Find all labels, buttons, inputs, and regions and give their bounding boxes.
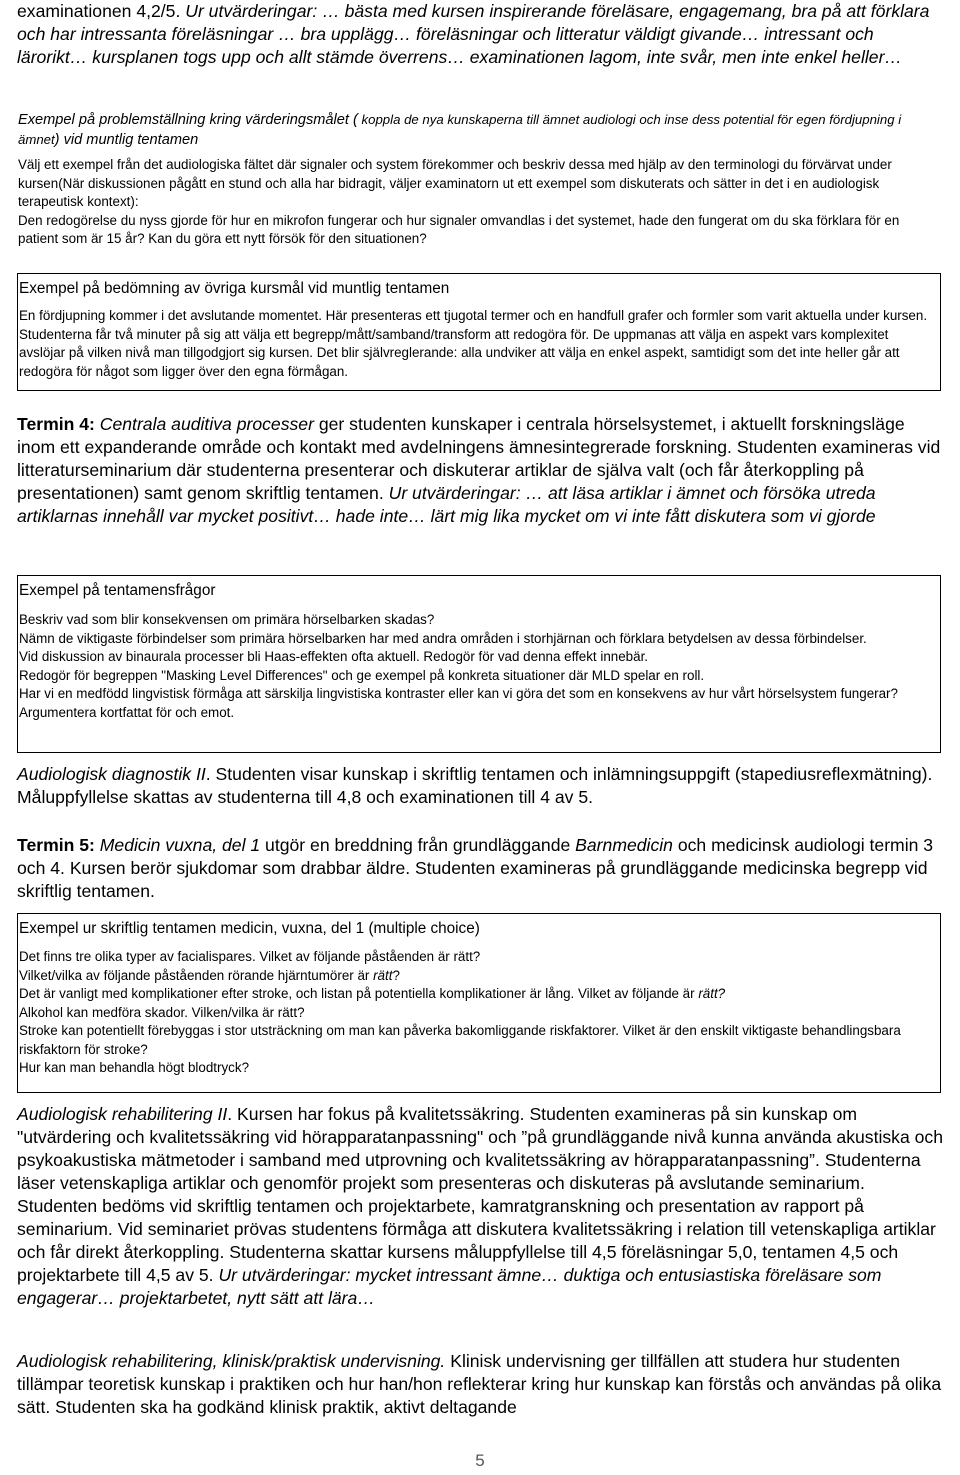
- termin4-course: Centrala auditiva processer: [99, 414, 314, 434]
- rehab2-text: . Kursen har fokus på kvalitetssäkring. Studenten examineras på sin kunskap om "utvärdering och kvalitetssäkring vid hörapparatanpassning" och ”på grundläggande nivå kunna använda akustiska och psykoakustiska mätmetoder i samband med utprovning och kvalitetssäkring av hörapparatanpassning”. Studenterna läser vetenskapliga artiklar och genomför projekt som presenteras och diskuteras på avslutande seminarium. Studenten bedöms vid skriftlig tentamen och projektarbete, kamratgranskning och presentation av rapport på seminarium. Vid seminariet prövas studentens förmåga att diskutera kvalitetssäkring i relation till vetenskapliga artiklar och får direkt återkoppling. Studenterna skattar kursens måluppfyllelse till 4,5 föreläsningar 5,0, tentamen 4,5 och projektarbete till 4,5 av 5.: [17, 1104, 944, 1285]
- box4-line-2-a: Vilket/vilka av följande påståenden rörande hjärntumörer är: [19, 967, 374, 983]
- box3-line-4: Redogör för begreppen "Masking Level Differences" och ge exempel på konkreta situationer där MLD spelar en roll.: [19, 667, 705, 683]
- box1-heading-c: ) vid muntlig tentamen: [54, 132, 199, 148]
- diagnostics-course: Audiologisk diagnostik II: [17, 764, 206, 784]
- termin5-course: Medicin vuxna, del 1: [99, 835, 261, 855]
- diagnostics-paragraph: [17, 763, 943, 809]
- box4-line-5: Stroke kan potentiellt förebyggas i stor utsträckning om man kan påverka bakomliggande riskfaktorer. Vilket är den enskilt viktigaste behandlingsbara riskfaktorn för stroke?: [19, 1023, 901, 1057]
- termin4-evaluation-quote: Ur utvärderingar: … att läsa artiklar i ämnet och försöka utreda artiklarnas innehåll var mycket positivt… hade inte… lärt mig lika mycket om vi inte fått diskutera som vi gjorde: [17, 483, 876, 526]
- box1-instruction-a: Välj ett exempel från det audiologiska fältet där signaler och system förekommer och beskriv dessa med hjälp av den terminologi du förvärvat under kursen: [18, 157, 892, 191]
- box2-heading: Exempel på bedömning av övriga kursmål vid muntlig tentamen: [19, 280, 450, 297]
- page-number: 5: [475, 1451, 485, 1470]
- rehab-clinical-course: Audiologisk rehabilitering, klinisk/praktisk undervisning.: [17, 1351, 446, 1371]
- intro-evaluation-quote: Ur utvärderingar: … bästa med kursen inspirerande föreläsare, engagemang, bra på att förklara och har intressanta föreläsningar … bra upplägg… föreläsningar och litteratur väldigt givande… intressant och lärorikt… kursplanen togs upp och allt stämde överrens… examinationen lagom, inte svår, men inte enkel heller…: [17, 1, 930, 67]
- box4-line-2-c: ?: [392, 967, 400, 983]
- box4-line-6: Hur kan man behandla högt blodtryck?: [19, 1060, 250, 1075]
- example-box-medicine-exam: [17, 913, 941, 1093]
- termin5-paragraph: [17, 834, 943, 903]
- termin5-text-2: och medicinsk audiologi termin 3 och 4. Kursen berör sjukdomar som drabbar äldre. Studenten examineras på grundläggande medicinska begrepp vid skriftlig tentamen.: [17, 835, 934, 901]
- intro-lead: examinationen 4,2/5.: [17, 1, 186, 21]
- box4-line-4: Alkohol kan medföra skador. Vilken/vilka är rätt?: [19, 1004, 305, 1020]
- termin4-paragraph: [17, 413, 943, 528]
- box1-heading-b: koppla de nya kunskaperna till ämnet audiologi och inse dess potential för egen fördjupning i ämnet: [18, 112, 902, 147]
- box1-heading: [18, 110, 937, 150]
- box3-line-2: Nämn de viktigaste förbindelser som primära hörselbarken har med andra områden i storhjärnan och förklara betydelsen av dessa förbindelser.: [19, 630, 867, 646]
- termin4-text: ger studenten kunskaper i centrala hörselsystemet, i aktuellt forskningsläge inom ett expanderande område och kontakt med avdelningens ämnesintegrerade forskning. Studenten examineras vid litteraturseminarium där studenterna presenterar och diskuterar artiklar de själva valt (och får återkoppling på presentationen) samt genom skriftlig tentamen.: [17, 414, 941, 503]
- termin5-label: Termin 5:: [17, 835, 95, 855]
- box2-text: En fördjupning kommer i det avslutande momentet. Här presenteras ett tjugotal termer och en handfull grafer och formler som varit aktuella under kursen. Studenterna får två minuter på sig att välja ett begrepp/mått/samband/transform att redogöra för. De uppmanas att välja en aspekt vars komplexitet avslöjar på vilken nivå man tillgodgjort sig kursen. Det blir självreglerande: alla undviker att välja en enkel aspekt, samtidigt som det inte heller går att redogöra för något som ligger över den egna förmågan.: [19, 308, 928, 379]
- example-box-value-goal: [17, 106, 939, 268]
- box1-followup: Den redogörelse du nyss gjorde för hur en mikrofon fungerar och hur signaler omvandlas i det systemet, hade den fungerat om du ska förklara för en patient som är 15 år? Kan du göra ett nytt försök för den situationen?: [18, 212, 900, 246]
- rehab2-evaluation-quote: Ur utvärderingar: mycket intressant ämne… duktiga och entusiastiska föreläsare som engagerar… projektarbetet, nytt sätt att lära…: [17, 1265, 882, 1308]
- termin4-label: Termin 4:: [17, 414, 95, 434]
- box1-heading-a: Exempel på problemställning kring värderingsmålet (: [18, 112, 358, 128]
- rehab2-paragraph: [17, 1103, 943, 1310]
- box4-line-3-b: rätt?: [698, 986, 726, 1001]
- box4-line-1: Det finns tre olika typer av facialispares. Vilket av följande påståenden är rätt?: [19, 949, 481, 964]
- termin5-text-1: utgör en breddning från grundläggande: [260, 835, 576, 855]
- box3-line-3: Vid diskussion av binaurala processer bli Haas-effekten ofta aktuell. Redogör för vad denna effekt innebär.: [19, 649, 649, 664]
- box1-instruction: [18, 156, 937, 212]
- box3-line-1: Beskriv vad som blir konsekvensen om primära hörselbarken skadas?: [19, 612, 435, 627]
- box1-instruction-b: (När diskussionen pågått en stund och alla har bidragit, väljer examinatorn ut ett exempel som diskuterats och sätter in det i en audiologisk terapeutisk kontext):: [18, 175, 880, 209]
- box4-line-2-b: rätt: [373, 967, 393, 983]
- rehab-clinical-paragraph: [17, 1350, 943, 1419]
- box3-heading: Exempel på tentamensfrågor: [19, 582, 216, 599]
- termin5-course-2: Barnmedicin: [575, 835, 673, 855]
- rehab-clinical-text: Klinisk undervisning ger tillfällen att studera hur studenten tillämpar teoretisk kunskap i praktiken och hur han/hon reflekterar kring hur kunskap kan förstås och användas på olika sätt. Studenten ska ha godkänd klinisk praktik, aktivt deltagande: [17, 1351, 942, 1417]
- box4-line-3-a: Det är vanligt med komplikationer efter stroke, och listan på potentiella komplikationer är lång. Vilket av följande är: [19, 986, 699, 1001]
- box4-line-2: [19, 967, 938, 986]
- box4-heading: Exempel ur skriftlig tentamen medicin, vuxna, del 1 (multiple choice): [19, 920, 480, 937]
- box4-line-3: [19, 985, 938, 1004]
- intro-paragraph: [17, 0, 943, 69]
- rehab2-course: Audiologisk rehabilitering II: [17, 1104, 228, 1124]
- diagnostics-text: . Studenten visar kunskap i skriftlig tentamen och inlämningsuppgift (stapediusreflexmätning). Måluppfyllelse skattas av studenterna till 4,8 och examinationen till 4 av 5.: [17, 764, 933, 807]
- box3-line-5: Har vi en medfödd lingvistisk förmåga att särskilja lingvistiska kontraster eller kan vi göra det som en konsekvens av hur vårt hörselsystem fungerar? Argumentera kortfattat för och emot.: [19, 686, 898, 720]
- example-box-exam-questions: [17, 575, 941, 753]
- example-box-other-goals: [17, 273, 941, 391]
